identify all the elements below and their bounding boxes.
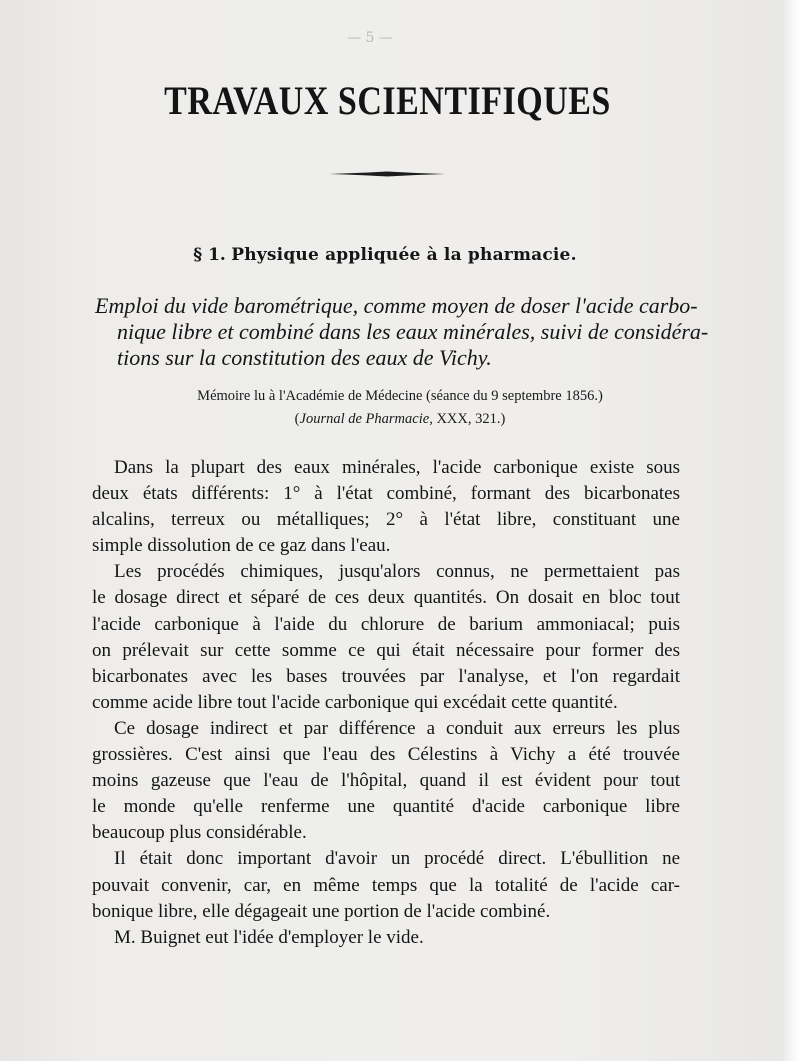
paragraph-4-line: pouvait convenir, car, en même temps que la totalité de l'acide car- [92, 874, 680, 896]
paragraph-2-line: bicarbonates avec les bases trouvées par l'analyse, et l'on regardait [92, 665, 680, 687]
journal-reference: (Journal de Pharmacie, XXX, 321.) [294, 411, 506, 427]
subtitle-line: tions sur la constitution des eaux de Vichy. [117, 345, 492, 370]
paragraph-3-line: Ce dosage indirect et par différence a conduit aux erreurs les plus [114, 717, 680, 739]
subtitle-line: Emploi du vide barométrique, comme moyen de doser l'acide carbo- [95, 293, 698, 318]
paragraph-2-line: Les procédés chimiques, jusqu'alors connus, ne permettaient pas [114, 561, 680, 583]
journal-title: Journal de Pharmacie [299, 411, 430, 427]
paragraph-5-line: M. Buignet eut l'idée d'employer le vide. [114, 926, 424, 948]
section-heading [100, 245, 670, 265]
paragraph-1-line: deux états différents: 1° à l'état combiné, formant des bicarbonates [92, 483, 680, 505]
page-number: — 5 — [347, 30, 393, 46]
paragraph-2-line: on prélevait sur cette somme ce qui était nécessaire pour former des [92, 639, 680, 661]
paragraph-3-line: beaucoup plus considérable. [92, 822, 307, 844]
memoir-citation [140, 385, 660, 431]
paragraph-4-line: bonique libre, elle dégageait une portion de l'acide combiné. [92, 900, 551, 922]
paragraph-1-line: Dans la plupart des eaux minérales, l'acide carbonique existe sous [114, 457, 680, 478]
section-number: § 1. [193, 245, 226, 265]
section-title: Physique appliquée à la pharmacie. [231, 245, 577, 265]
paragraph-2-line: comme acide libre tout l'acide carbonique qui excédait cette quantité. [92, 691, 618, 713]
paragraph-1-line: alcalins, terreux ou métalliques; 2° à l'état libre, constituant une [92, 509, 680, 531]
paragraph-4-line: Il était donc important d'avoir un procédé direct. L'ébullition ne [114, 848, 680, 870]
page-title: TRAVAUX SCIENTIFIQUES [164, 80, 611, 124]
paragraph-2-line: le dosage direct et séparé de ces deux quantités. On dosait en bloc tout [92, 587, 680, 609]
ornament-divider [327, 170, 447, 178]
memoir-reading-note: Mémoire lu à l'Académie de Médecine (séance du 9 septembre 1856.) [197, 388, 603, 404]
article-subtitle [95, 293, 709, 371]
paragraph-3-line: le monde qu'elle renferme une quantité d'acide carbonique libre [92, 796, 680, 818]
paragraph-3-line: grossières. C'est ainsi que l'eau des Célestins à Vichy a été trouvée [92, 744, 680, 766]
paragraph-2-line: l'acide carbonique à l'aide du chlorure de barium ammoniacal; puis [92, 613, 680, 635]
page-edge [782, 0, 800, 1061]
paragraph-3-line: moins gazeuse que l'eau de l'hôpital, quand il est évident pour tout [92, 770, 680, 792]
paragraph-1-line: simple dissolution de ce gaz dans l'eau. [92, 535, 391, 557]
body-text [92, 455, 680, 951]
subtitle-line: nique libre et combiné dans les eaux minérales, suivi de considéra- [117, 319, 709, 344]
